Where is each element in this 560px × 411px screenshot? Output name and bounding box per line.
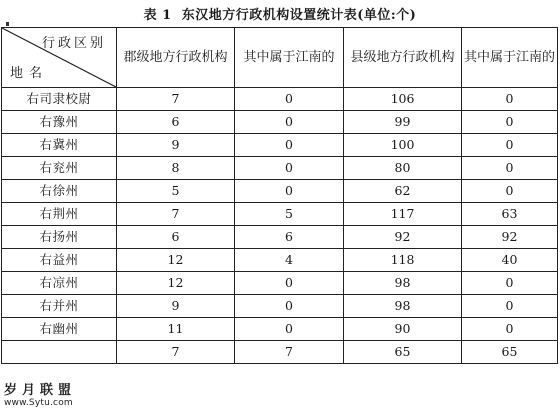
table-row <box>2 111 558 134</box>
county-jiangnan-cell: 63 <box>462 203 558 226</box>
county-jiangnan-cell: 0 <box>462 318 558 341</box>
county-count-cell: 106 <box>344 88 462 111</box>
watermark-text: 岁月联盟 <box>4 383 77 398</box>
county-jiangnan-cell: 0 <box>462 180 558 203</box>
county-count-cell: 99 <box>344 111 462 134</box>
place-name-label: 地名 <box>10 66 49 81</box>
county-jiangnan-cell: 0 <box>462 111 558 134</box>
table-row <box>2 295 558 318</box>
region-name-cell: 右益州 <box>2 249 117 272</box>
table-row <box>2 226 558 249</box>
county-jiangnan-cell: 0 <box>462 157 558 180</box>
table-row <box>2 272 558 295</box>
table-row <box>2 134 558 157</box>
diagonal-header-cell <box>2 28 117 88</box>
county-jiangnan-cell: 0 <box>462 134 558 157</box>
prefecture-jiangnan-cell: 0 <box>235 111 344 134</box>
county-jiangnan-cell: 65 <box>462 341 558 364</box>
prefecture-count-cell: 7 <box>117 88 235 111</box>
table-row <box>2 157 558 180</box>
region-name-cell <box>2 341 117 364</box>
county-jiangnan-cell: 0 <box>462 272 558 295</box>
county-count-cell: 90 <box>344 318 462 341</box>
county-count-cell: 92 <box>344 226 462 249</box>
county-count-cell: 98 <box>344 295 462 318</box>
prefecture-count-cell: 9 <box>117 295 235 318</box>
prefecture-count-cell: 8 <box>117 157 235 180</box>
region-type-label: 行政区别 <box>41 36 106 51</box>
county-count-cell: 118 <box>344 249 462 272</box>
region-name-cell: 右荆州 <box>2 203 117 226</box>
prefecture-jiangnan-cell: 6 <box>235 226 344 249</box>
county-count-cell: 80 <box>344 157 462 180</box>
prefecture-count-cell: 12 <box>117 272 235 295</box>
county-count-cell: 65 <box>344 341 462 364</box>
table-row <box>2 88 558 111</box>
prefecture-count-cell: 7 <box>117 203 235 226</box>
county-jiangnan-cell: 40 <box>462 249 558 272</box>
watermark-logo <box>4 385 76 409</box>
header-row <box>2 28 558 88</box>
prefecture-jiangnan-cell: 0 <box>235 157 344 180</box>
table-row <box>2 318 558 341</box>
region-name-cell: 右徐州 <box>2 180 117 203</box>
prefecture-jiangnan-cell: 7 <box>235 341 344 364</box>
column-header-county-jiangnan: 其中属于江南的 <box>462 28 558 88</box>
table-row <box>2 341 558 364</box>
prefecture-count-cell: 12 <box>117 249 235 272</box>
prefecture-count-cell: 6 <box>117 226 235 249</box>
region-name-cell: 右凉州 <box>2 272 117 295</box>
column-header-prefecture: 郡级地方行政机构 <box>117 28 235 88</box>
column-header-county: 县级地方行政机构 <box>344 28 462 88</box>
table-row <box>2 180 558 203</box>
region-name-cell: 右豫州 <box>2 111 117 134</box>
prefecture-jiangnan-cell: 5 <box>235 203 344 226</box>
table-body <box>2 88 558 364</box>
region-name-cell: 右幽州 <box>2 318 117 341</box>
stats-table <box>1 27 558 364</box>
prefecture-count-cell: 7 <box>117 341 235 364</box>
table-row <box>2 203 558 226</box>
prefecture-count-cell: 9 <box>117 134 235 157</box>
prefecture-count-cell: 6 <box>117 111 235 134</box>
region-name-cell: 右司隶校尉 <box>2 88 117 111</box>
prefecture-jiangnan-cell: 0 <box>235 318 344 341</box>
prefecture-count-cell: 11 <box>117 318 235 341</box>
prefecture-jiangnan-cell: 0 <box>235 88 344 111</box>
table-row <box>2 249 558 272</box>
column-header-prefecture-jiangnan: 其中属于江南的 <box>235 28 344 88</box>
county-jiangnan-cell: 0 <box>462 295 558 318</box>
table-title: 东汉地方行政机构设置统计表(单位:个) <box>181 8 417 23</box>
county-count-cell: 98 <box>344 272 462 295</box>
county-jiangnan-cell: 0 <box>462 88 558 111</box>
county-jiangnan-cell: 92 <box>462 226 558 249</box>
table-caption <box>0 4 560 23</box>
county-count-cell: 100 <box>344 134 462 157</box>
county-count-cell: 117 <box>344 203 462 226</box>
prefecture-jiangnan-cell: 4 <box>235 249 344 272</box>
prefecture-jiangnan-cell: 0 <box>235 272 344 295</box>
region-name-cell: 右并州 <box>2 295 117 318</box>
table-number: 表 1 <box>143 8 172 23</box>
region-name-cell: 右扬州 <box>2 226 117 249</box>
region-name-cell: 右冀州 <box>2 134 117 157</box>
prefecture-jiangnan-cell: 0 <box>235 134 344 157</box>
prefecture-jiangnan-cell: 0 <box>235 180 344 203</box>
watermark-url: www.Sytu.com <box>4 398 73 408</box>
county-count-cell: 62 <box>344 180 462 203</box>
stray-mark <box>6 22 9 26</box>
prefecture-count-cell: 5 <box>117 180 235 203</box>
prefecture-jiangnan-cell: 0 <box>235 295 344 318</box>
region-name-cell: 右兖州 <box>2 157 117 180</box>
